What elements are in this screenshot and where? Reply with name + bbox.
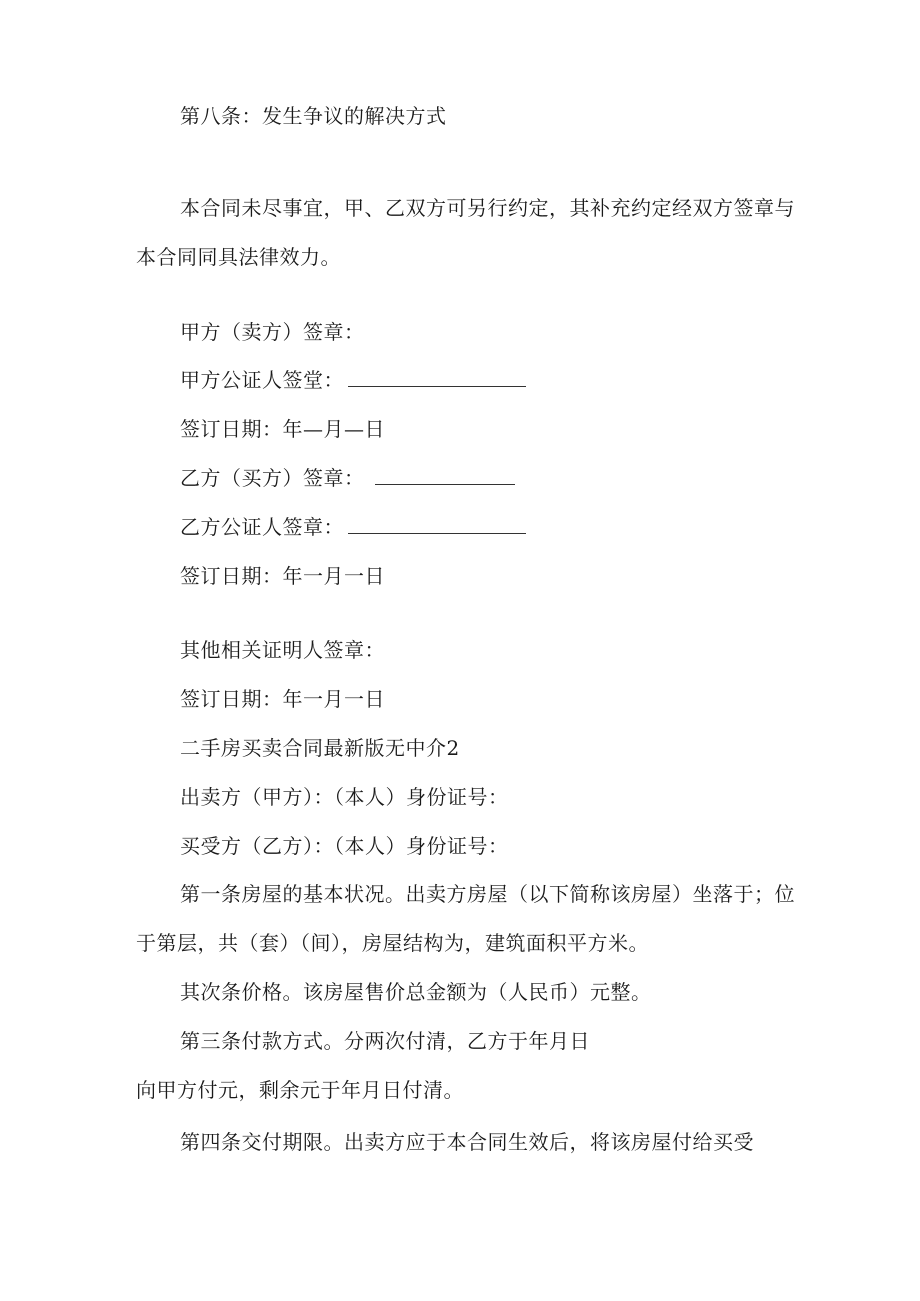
party-b-notary-row (180, 515, 526, 539)
party-a-notary-signature-line (348, 368, 526, 387)
article4-line1: 第四条交付期限。出卖方应于本合同生效后，将该房屋付给买受 (180, 1130, 754, 1154)
supplement-text-line2: 本合同同具法律效力。 (136, 245, 341, 269)
party-b-signature-row (180, 466, 515, 490)
party-a-notary-row (180, 368, 526, 392)
buyer-info: 买受方（乙方）：（本人）身份证号： (180, 834, 509, 858)
other-witness-date: 签订日期：年一月一日 (180, 687, 385, 711)
party-b-signature-label: 乙方（买方）签章： (180, 466, 365, 490)
article8-title: 第八条：发生争议的解决方式 (180, 104, 447, 128)
other-witness-label: 其他相关证明人签章： (180, 638, 385, 662)
article2-price: 其次条价格。该房屋售价总金额为（人民币）元整。 (180, 980, 652, 1004)
party-b-signature-line (375, 466, 515, 485)
article3-line1: 第三条付款方式。分两次付清，乙方于年月日 (180, 1029, 590, 1053)
party-a-date: 签订日期：年—月—日 (180, 417, 385, 441)
party-b-notary-signature-line (348, 515, 526, 534)
article3-line2: 向甲方付元，剩余元于年月日付清。 (136, 1078, 464, 1102)
party-b-date: 签订日期：年一月一日 (180, 564, 385, 588)
supplement-text-line1: 本合同未尽事宜，甲、乙双方可另行约定，其补充约定经双方签章与 (180, 196, 795, 220)
party-a-signature-label: 甲方（卖方）签章： (180, 320, 365, 344)
seller-info: 出卖方（甲方）：（本人）身份证号： (180, 785, 509, 809)
party-a-notary-label: 甲方公证人签堂： (180, 368, 344, 392)
contract2-title: 二手房买卖合同最新版无中介2 (180, 736, 460, 760)
article1-line2: 于第层，共（套）（间），房屋结构为，建筑面积平方米。 (136, 931, 649, 955)
article1-line1: 第一条房屋的基本状况。出卖方房屋（以下简称该房屋）坐落于；位 (180, 882, 795, 906)
party-b-notary-label: 乙方公证人签章： (180, 515, 344, 539)
